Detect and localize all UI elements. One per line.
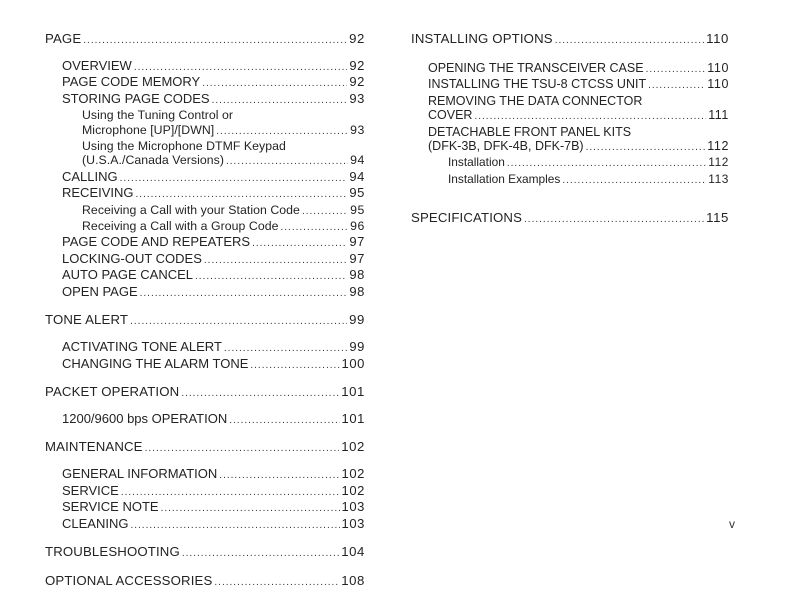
toc-entry-installing-tsu8[interactable]: INSTALLING THE TSU-8 CTCSS UNIT ..... 110 (411, 77, 729, 93)
toc-entry-locking-out-codes[interactable]: LOCKING-OUT CODES ..... 97 (45, 252, 365, 268)
toc-left-column (45, 31, 365, 591)
toc-entry-overview[interactable]: OVERVIEW ..... 92 (45, 59, 365, 75)
toc-right-column (411, 31, 729, 228)
toc-entry-installation-examples[interactable]: Installation Examples ..... 113 (411, 172, 729, 188)
toc-entry-removing-cover[interactable]: COVER ..... 111 (411, 108, 729, 124)
toc-section-packet-operation[interactable]: PACKET OPERATION ..... 101 (45, 384, 365, 402)
toc-section-installing-options[interactable]: INSTALLING OPTIONS ..... 110 (411, 31, 729, 49)
page-folio: v (729, 517, 735, 531)
toc-section-optional-accessories[interactable]: OPTIONAL ACCESSORIES ..... 108 (45, 573, 365, 591)
toc-entry-dtmf-keypad-line1: Using the Microphone DTMF Keypad (82, 139, 286, 154)
toc-entry-group-code[interactable]: Receiving a Call with a Group Code ..... 96 (45, 219, 365, 235)
toc-entry-dtmf-keypad[interactable]: (U.S.A./Canada Versions) ..... 94 (45, 153, 365, 169)
toc-entry-open-page[interactable]: OPEN PAGE ..... 98 (45, 285, 365, 301)
toc-entry-bps-operation[interactable]: 1200/9600 bps OPERATION ..... 101 (45, 412, 365, 428)
toc-entry-receiving[interactable]: RECEIVING ..... 95 (45, 186, 365, 202)
toc-entry-opening-case[interactable]: OPENING THE TRANSCEIVER CASE ..... 110 (411, 61, 729, 77)
toc-section-maintenance[interactable]: MAINTENANCE ..... 102 (45, 439, 365, 457)
toc-entry-service[interactable]: SERVICE ..... 102 (45, 484, 365, 500)
toc-entry-changing-alarm-tone[interactable]: CHANGING THE ALARM TONE ..... 100 (45, 357, 365, 373)
toc-entry-activating-tone-alert[interactable]: ACTIVATING TONE ALERT ..... 99 (45, 340, 365, 356)
toc-entry-cleaning[interactable]: CLEANING ..... 103 (45, 517, 365, 533)
toc-section-troubleshooting[interactable]: TROUBLESHOOTING ..... 104 (45, 544, 365, 562)
toc-entry-station-code[interactable]: Receiving a Call with your Station Code ..... 95 (45, 203, 365, 219)
toc-entry-removing-cover-line1: REMOVING THE DATA CONNECTOR (428, 93, 643, 108)
toc-section-tone-alert[interactable]: TONE ALERT ..... 99 (45, 312, 365, 330)
toc-entry-auto-page-cancel[interactable]: AUTO PAGE CANCEL ..... 98 (45, 268, 365, 284)
toc-entry-detachable-line1: DETACHABLE FRONT PANEL KITS (428, 124, 632, 139)
toc-section-page[interactable]: PAGE ..... 92 (45, 31, 365, 49)
toc-entry-general-information[interactable]: GENERAL INFORMATION ..... 102 (45, 467, 365, 483)
toc-entry-detachable-kits[interactable]: (DFK-3B, DFK-4B, DFK-7B) ..... 112 (411, 139, 729, 155)
toc-entry-page-code-repeaters[interactable]: PAGE CODE AND REPEATERS ..... 97 (45, 235, 365, 251)
toc-entry-service-note[interactable]: SERVICE NOTE ..... 103 (45, 500, 365, 516)
toc-entry-page-code-memory[interactable]: PAGE CODE MEMORY ..... 92 (45, 75, 365, 91)
toc-entry-storing-page-codes[interactable]: STORING PAGE CODES ..... 93 (45, 92, 365, 108)
toc-section-specifications[interactable]: SPECIFICATIONS ..... 115 (411, 210, 729, 228)
toc-entry-installation[interactable]: Installation ..... 112 (411, 155, 729, 171)
toc-entry-tuning-control-line1: Using the Tuning Control or (82, 108, 234, 123)
toc-entry-calling[interactable]: CALLING ..... 94 (45, 170, 365, 186)
toc-entry-tuning-control[interactable]: Microphone [UP]/[DWN] ..... 93 (45, 123, 365, 139)
